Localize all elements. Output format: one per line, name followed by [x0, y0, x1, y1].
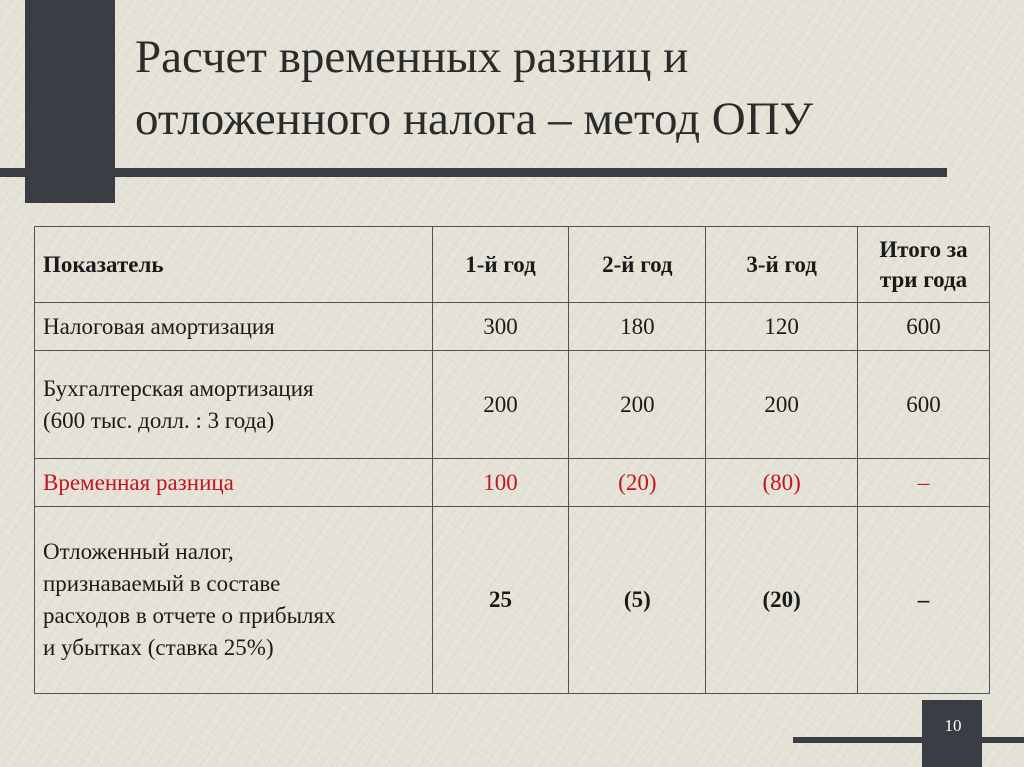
cell-year-3: (80) [706, 459, 858, 507]
deferred-tax-table [34, 226, 990, 694]
row-label-line: Временная разница [43, 469, 234, 495]
cell-year-3: 120 [706, 303, 858, 351]
header-year-2: 2-й год [569, 227, 706, 303]
cell-year-3: (20) [706, 507, 858, 694]
title-line-2: отложенного налога – метод ОПУ [135, 93, 813, 145]
cell-year-3: 200 [706, 351, 858, 459]
table-header-row [35, 227, 990, 303]
slide-title [135, 26, 995, 150]
row-label [35, 351, 433, 459]
table-row-temporary-difference [35, 459, 990, 507]
row-label-line: Отложенный налог, [43, 539, 234, 564]
table-row-tax-depreciation [35, 303, 990, 351]
header-year-1: 1-й год [432, 227, 569, 303]
title-underline [0, 168, 947, 177]
table-row-deferred-tax [35, 507, 990, 694]
cell-year-1: 200 [432, 351, 569, 459]
row-label [35, 303, 433, 351]
title-line-1: Расчет временных разниц и [135, 31, 689, 83]
cell-year-2: 200 [569, 351, 706, 459]
cell-year-2: (5) [569, 507, 706, 694]
cell-total: – [858, 507, 990, 694]
row-label-line: (600 тыс. долл. : 3 года) [43, 407, 275, 433]
row-label [35, 459, 433, 507]
cell-total: – [858, 459, 990, 507]
cell-year-2: (20) [569, 459, 706, 507]
cell-year-2: 180 [569, 303, 706, 351]
cell-year-1: 300 [432, 303, 569, 351]
footer-line [793, 737, 1024, 743]
row-label-line: расходов в отчете о прибылях [43, 603, 336, 628]
cell-year-1: 25 [432, 507, 569, 694]
row-label-line: Налоговая амортизация [43, 313, 275, 339]
page-number: 10 [944, 716, 962, 735]
cell-year-1: 100 [432, 459, 569, 507]
row-label-line: Бухгалтерская амортизация [43, 375, 314, 401]
header-indicator: Показатель [35, 227, 433, 303]
row-label [35, 507, 433, 694]
header-total: Итого за три года [858, 227, 990, 303]
row-label-line: и убытках (ставка 25%) [43, 635, 274, 660]
header-year-3: 3-й год [706, 227, 858, 303]
cell-total: 600 [858, 351, 990, 459]
row-label-line: признаваемый в составе [43, 571, 281, 596]
cell-total: 600 [858, 303, 990, 351]
table-row-accounting-depreciation [35, 351, 990, 459]
